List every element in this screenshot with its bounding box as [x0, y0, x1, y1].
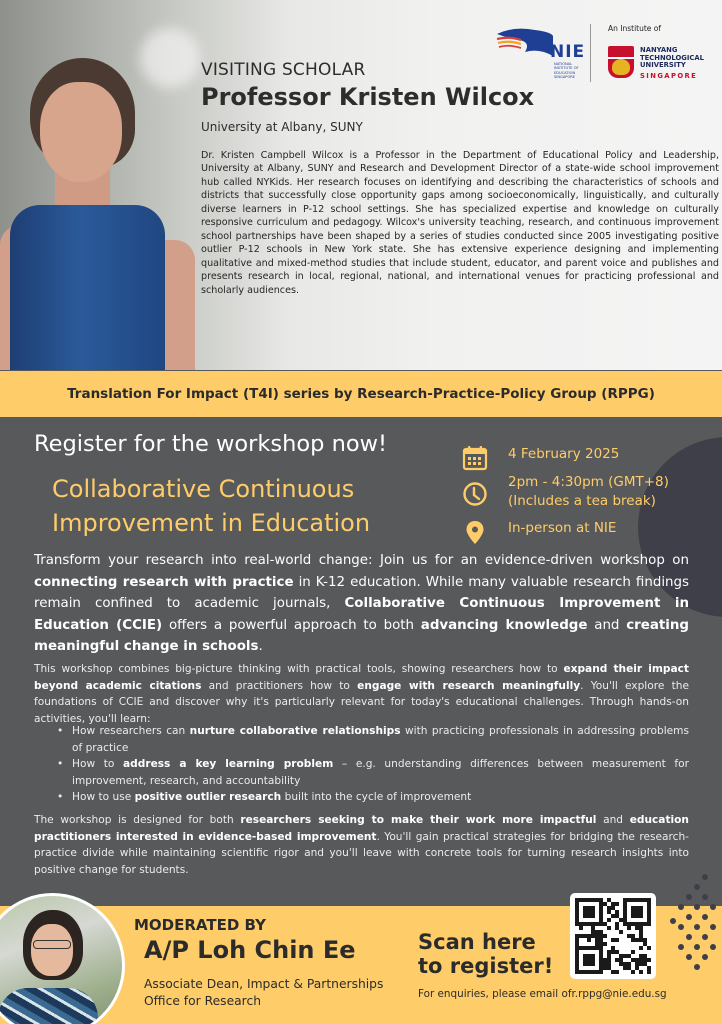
ntu-country: SINGAPORE: [640, 72, 698, 80]
calendar-icon: [462, 445, 488, 471]
event-time: [462, 473, 669, 511]
qr-code-icon: [575, 898, 651, 974]
event-location-text: In-person at NIE: [508, 520, 617, 536]
event-date-text: 4 February 2025: [508, 446, 620, 462]
clock-icon: [462, 481, 488, 507]
visiting-scholar-label: VISITING SCHOLAR: [201, 60, 366, 80]
moderator-role: Associate Dean, Impact & Partnerships Office for Research: [144, 977, 384, 1008]
series-banner: [0, 371, 722, 417]
scholar-bio: Dr. Kristen Campbell Wilcox is a Professor in the Department of Educational Policy and Leadership, University at Albany, SUNY and Research and Development Director of a state-wide school improvement hub called NYKids. Her research focuses on identifying and describing the characteristics of schools and districts that successfully close opportunity gaps among socioeconomically, linguistically, and culturally diverse learners in P-12 school settings. She has specialized expertise and knowledge on culturally responsive curriculum and pedagogy. Wilcox's university teaching, research, and continuous improvement school partnerships have been shaped by a series of studies conducted since 2005 investigating positive outlier P-12 schools in New York state. She has extensive experience designing and implementing qualitative and mixed-method studies that include student, educator, and parent voice and publishes and presents research in local, regional, national, and international venues for practicing professional and scholarly audiences.: [201, 150, 719, 296]
map-pin-icon: [462, 519, 488, 545]
moderator-name: A/P Loh Chin Ee: [144, 936, 356, 964]
institute-of-label: An Institute of: [608, 24, 662, 33]
scholar-affiliation: University at Albany, SUNY: [201, 120, 363, 134]
workshop-section: [0, 417, 722, 907]
event-time-text: 2pm - 4:30pm (GMT+8) (Includes a tea break): [508, 474, 669, 509]
logo-divider: [590, 24, 591, 82]
nie-lion-mark-icon: [495, 26, 553, 56]
list-item: • How to use positive outlier research built into the cycle of improvement: [55, 789, 689, 806]
workshop-description: This workshop combines big-picture thinking with practical tools, showing researchers how to expand their impact beyond academic citations and practitioners how to engage with research meaningfully. You'll explore the foundations of CCIE and discover why it's particularly relevant for today's educational challenges. Through hands-on activities, you'll learn:: [34, 663, 689, 725]
moderated-by-label: MODERATED BY: [134, 916, 266, 934]
scholar-photo: [0, 40, 210, 370]
list-item: • How to address a key learning problem – e.g. understanding differences between measurement for improvement, research, and accountability: [55, 756, 689, 789]
nie-abbr: NIE: [550, 42, 586, 62]
enquiry-contact[interactable]: For enquiries, please email ofr.rppg@nie.edu.sg: [418, 988, 667, 1000]
event-date: [462, 445, 619, 471]
registration-qr-code[interactable]: [570, 893, 656, 979]
list-item: • How researchers can nurture collaborative relationships with practicing professionals in addressing problems of practice: [55, 723, 689, 756]
series-text: Translation For Impact (T4I) series by Research-Practice-Policy Group (RPPG): [67, 386, 655, 402]
hero-section: [0, 0, 722, 370]
nie-subtitle: NATIONAL INSTITUTE OF EDUCATION SINGAPORE: [554, 62, 579, 79]
nie-logo: [495, 22, 591, 84]
ntu-crest-icon: [608, 46, 634, 78]
scan-to-register-text: Scan here to register!: [418, 930, 554, 978]
workshop-intro: Transform your research into real-world change: Join us for an evidence-driven workshop on connecting research with practice in K-12 education. While many valuable research findings remain confined to academic journals, Collaborative Continuous Improvement in Education (CCIE) offers a powerful approach to both advancing knowledge and creating meaningful change in schools.: [34, 553, 690, 655]
scholar-name: Professor Kristen Wilcox: [201, 83, 535, 111]
decorative-dots: [668, 866, 722, 976]
ntu-name: NANYANG TECHNOLOGICAL UNIVERSITY: [640, 46, 704, 70]
learning-outcomes-list: [55, 723, 689, 806]
register-heading: Register for the workshop now!: [34, 431, 388, 457]
workshop-audience: The workshop is designed for both researchers seeking to make their work more impactful and education practitioners interested in evidence-based improvement. You'll gain practical strategies for bridging the research-practice divide while maintaining scientific rigor and you'll leave with concrete tools for turning research insights into positive change for students.: [34, 814, 689, 876]
workshop-title: Collaborative Continuous Improvement in Education: [52, 475, 371, 537]
event-location: [462, 519, 616, 545]
